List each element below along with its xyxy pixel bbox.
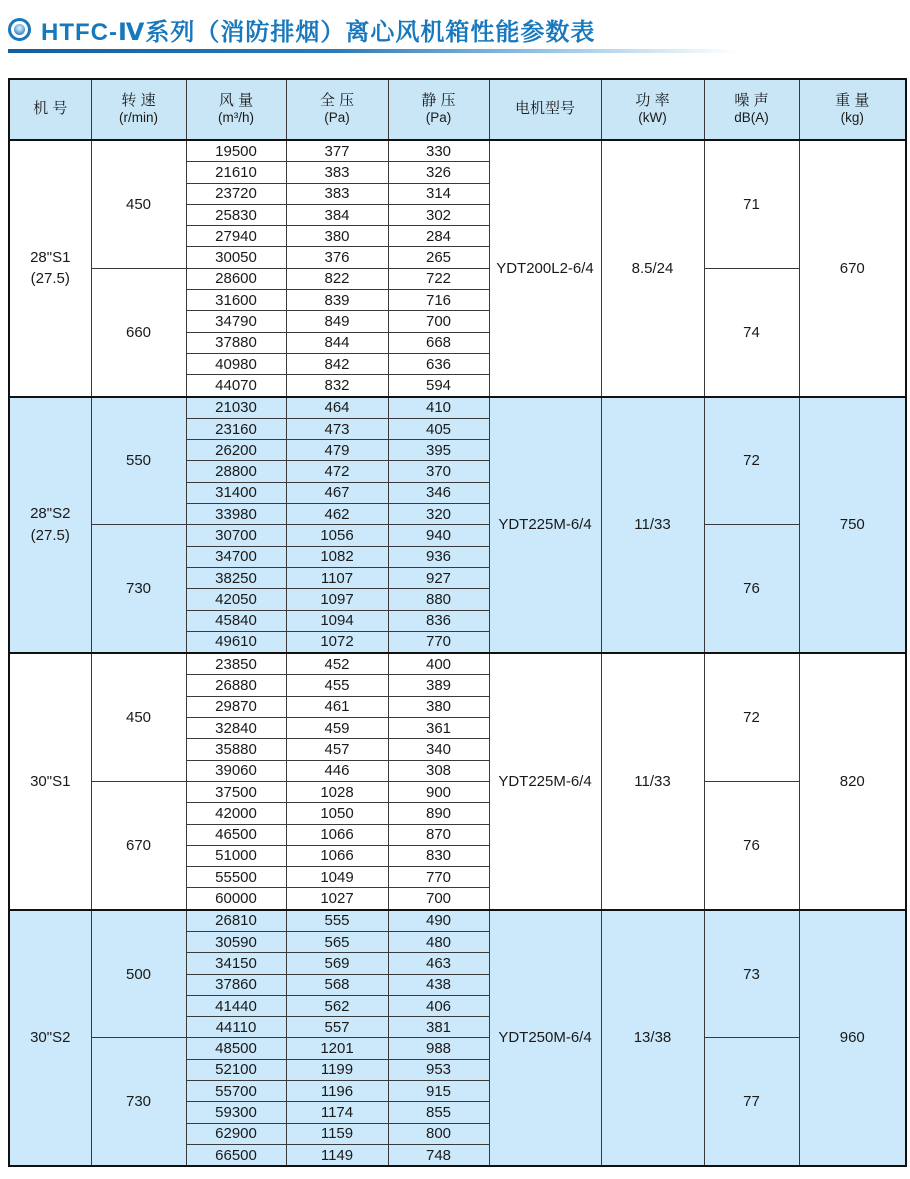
static-pressure-cell: 636: [388, 353, 489, 374]
airflow-cell: 55500: [186, 867, 286, 888]
noise-cell: 76: [704, 525, 799, 653]
static-pressure-cell: 716: [388, 290, 489, 311]
total-pressure-cell: 1082: [286, 546, 388, 567]
total-pressure-cell: 1201: [286, 1038, 388, 1059]
static-pressure-cell: 389: [388, 675, 489, 696]
airflow-cell: 42050: [186, 589, 286, 610]
data-row: [9, 781, 906, 802]
weight-cell: 960: [799, 910, 906, 1167]
static-pressure-cell: 836: [388, 610, 489, 631]
airflow-cell: 44070: [186, 375, 286, 397]
total-pressure-cell: 839: [286, 290, 388, 311]
airflow-cell: 33980: [186, 504, 286, 525]
speed-cell: 450: [91, 140, 186, 268]
page-header: [8, 12, 902, 46]
static-pressure-cell: 936: [388, 546, 489, 567]
total-pressure-cell: 1066: [286, 824, 388, 845]
noise-cell: 76: [704, 781, 799, 909]
total-pressure-cell: 562: [286, 995, 388, 1016]
total-pressure-cell: 376: [286, 247, 388, 268]
total-pressure-cell: 1028: [286, 781, 388, 802]
motor-model-cell: YDT200L2-6/4: [489, 140, 601, 397]
speed-cell: 730: [91, 1038, 186, 1166]
airflow-cell: 31400: [186, 482, 286, 503]
airflow-cell: 41440: [186, 995, 286, 1016]
static-pressure-cell: 320: [388, 504, 489, 525]
data-row: [9, 140, 906, 162]
airflow-cell: 23160: [186, 418, 286, 439]
static-pressure-cell: 380: [388, 696, 489, 717]
total-pressure-cell: 1056: [286, 525, 388, 546]
total-pressure-cell: 472: [286, 461, 388, 482]
airflow-cell: 34700: [186, 546, 286, 567]
motor-model-cell: YDT225M-6/4: [489, 397, 601, 654]
static-pressure-cell: 880: [388, 589, 489, 610]
static-pressure-cell: 400: [388, 653, 489, 675]
column-header: 全 压 (Pa): [286, 79, 388, 140]
airflow-cell: 26200: [186, 440, 286, 461]
data-row: [9, 1038, 906, 1059]
airflow-cell: 38250: [186, 567, 286, 588]
static-pressure-cell: 668: [388, 332, 489, 353]
total-pressure-cell: 565: [286, 931, 388, 952]
airflow-cell: 59300: [186, 1102, 286, 1123]
total-pressure-cell: 1199: [286, 1059, 388, 1080]
power-cell: 13/38: [601, 910, 704, 1167]
total-pressure-cell: 1149: [286, 1144, 388, 1166]
airflow-cell: 21030: [186, 397, 286, 419]
static-pressure-cell: 988: [388, 1038, 489, 1059]
static-pressure-cell: 748: [388, 1144, 489, 1166]
column-header: 功 率 (kW): [601, 79, 704, 140]
static-pressure-cell: 340: [388, 739, 489, 760]
airflow-cell: 27940: [186, 226, 286, 247]
total-pressure-cell: 446: [286, 760, 388, 781]
total-pressure-cell: 479: [286, 440, 388, 461]
weight-cell: 820: [799, 653, 906, 910]
static-pressure-cell: 265: [388, 247, 489, 268]
total-pressure-cell: 384: [286, 204, 388, 225]
static-pressure-cell: 940: [388, 525, 489, 546]
noise-cell: 73: [704, 910, 799, 1038]
static-pressure-cell: 722: [388, 268, 489, 289]
airflow-cell: 34150: [186, 953, 286, 974]
airflow-cell: 49610: [186, 631, 286, 653]
column-header: 噪 声 dB(A): [704, 79, 799, 140]
static-pressure-cell: 953: [388, 1059, 489, 1080]
static-pressure-cell: 900: [388, 781, 489, 802]
static-pressure-cell: 855: [388, 1102, 489, 1123]
machine-number-cell: 28"S1 (27.5): [9, 140, 91, 397]
static-pressure-cell: 927: [388, 567, 489, 588]
total-pressure-cell: 568: [286, 974, 388, 995]
total-pressure-cell: 377: [286, 140, 388, 162]
speed-cell: 550: [91, 397, 186, 525]
static-pressure-cell: 490: [388, 910, 489, 932]
airflow-cell: 32840: [186, 718, 286, 739]
total-pressure-cell: 849: [286, 311, 388, 332]
airflow-cell: 52100: [186, 1059, 286, 1080]
column-header: 风 量 (m³/h): [186, 79, 286, 140]
total-pressure-cell: 473: [286, 418, 388, 439]
airflow-cell: 30700: [186, 525, 286, 546]
airflow-cell: 42000: [186, 803, 286, 824]
data-row: [9, 653, 906, 675]
airflow-cell: 30050: [186, 247, 286, 268]
static-pressure-cell: 770: [388, 631, 489, 653]
total-pressure-cell: 1094: [286, 610, 388, 631]
total-pressure-cell: 1072: [286, 631, 388, 653]
total-pressure-cell: 1159: [286, 1123, 388, 1144]
static-pressure-cell: 302: [388, 204, 489, 225]
total-pressure-cell: 459: [286, 718, 388, 739]
airflow-cell: 66500: [186, 1144, 286, 1166]
airflow-cell: 26880: [186, 675, 286, 696]
airflow-cell: 23720: [186, 183, 286, 204]
airflow-cell: 60000: [186, 888, 286, 910]
static-pressure-cell: 330: [388, 140, 489, 162]
weight-cell: 750: [799, 397, 906, 654]
static-pressure-cell: 870: [388, 824, 489, 845]
total-pressure-cell: 555: [286, 910, 388, 932]
static-pressure-cell: 346: [388, 482, 489, 503]
total-pressure-cell: 1027: [286, 888, 388, 910]
speed-cell: 670: [91, 781, 186, 909]
speed-cell: 500: [91, 910, 186, 1038]
motor-model-cell: YDT250M-6/4: [489, 910, 601, 1167]
static-pressure-cell: 800: [388, 1123, 489, 1144]
noise-cell: 77: [704, 1038, 799, 1166]
static-pressure-cell: 700: [388, 311, 489, 332]
total-pressure-cell: 832: [286, 375, 388, 397]
total-pressure-cell: 461: [286, 696, 388, 717]
airflow-cell: 19500: [186, 140, 286, 162]
airflow-cell: 34790: [186, 311, 286, 332]
static-pressure-cell: 700: [388, 888, 489, 910]
power-cell: 11/33: [601, 397, 704, 654]
total-pressure-cell: 1107: [286, 567, 388, 588]
speed-cell: 660: [91, 268, 186, 396]
total-pressure-cell: 383: [286, 162, 388, 183]
airflow-cell: 28800: [186, 461, 286, 482]
static-pressure-cell: 830: [388, 845, 489, 866]
airflow-cell: 37860: [186, 974, 286, 995]
airflow-cell: 21610: [186, 162, 286, 183]
noise-cell: 74: [704, 268, 799, 396]
total-pressure-cell: 452: [286, 653, 388, 675]
static-pressure-cell: 770: [388, 867, 489, 888]
header-row: [9, 79, 906, 140]
total-pressure-cell: 1196: [286, 1081, 388, 1102]
total-pressure-cell: 467: [286, 482, 388, 503]
target-circle-icon: [8, 18, 31, 41]
airflow-cell: 29870: [186, 696, 286, 717]
total-pressure-cell: 455: [286, 675, 388, 696]
total-pressure-cell: 1066: [286, 845, 388, 866]
weight-cell: 670: [799, 140, 906, 397]
airflow-cell: 48500: [186, 1038, 286, 1059]
speed-cell: 450: [91, 653, 186, 781]
column-header: 重 量 (kg): [799, 79, 906, 140]
total-pressure-cell: 557: [286, 1017, 388, 1038]
airflow-cell: 35880: [186, 739, 286, 760]
page-title: HTFC-Ⅳ系列（消防排烟）离心风机箱性能参数表: [41, 18, 596, 46]
total-pressure-cell: 1050: [286, 803, 388, 824]
static-pressure-cell: 405: [388, 418, 489, 439]
total-pressure-cell: 844: [286, 332, 388, 353]
noise-cell: 71: [704, 140, 799, 268]
data-row: [9, 268, 906, 289]
airflow-cell: 44110: [186, 1017, 286, 1038]
airflow-cell: 26810: [186, 910, 286, 932]
airflow-cell: 45840: [186, 610, 286, 631]
static-pressure-cell: 381: [388, 1017, 489, 1038]
total-pressure-cell: 1049: [286, 867, 388, 888]
static-pressure-cell: 284: [388, 226, 489, 247]
total-pressure-cell: 464: [286, 397, 388, 419]
data-row: [9, 910, 906, 932]
column-header: 转 速 (r/min): [91, 79, 186, 140]
total-pressure-cell: 1174: [286, 1102, 388, 1123]
power-cell: 11/33: [601, 653, 704, 910]
total-pressure-cell: 1097: [286, 589, 388, 610]
static-pressure-cell: 314: [388, 183, 489, 204]
total-pressure-cell: 822: [286, 268, 388, 289]
machine-number-cell: 30"S1: [9, 653, 91, 910]
airflow-cell: 46500: [186, 824, 286, 845]
total-pressure-cell: 457: [286, 739, 388, 760]
airflow-cell: 31600: [186, 290, 286, 311]
power-cell: 8.5/24: [601, 140, 704, 397]
noise-cell: 72: [704, 653, 799, 781]
airflow-cell: 28600: [186, 268, 286, 289]
total-pressure-cell: 383: [286, 183, 388, 204]
airflow-cell: 40980: [186, 353, 286, 374]
motor-model-cell: YDT225M-6/4: [489, 653, 601, 910]
data-row: [9, 397, 906, 419]
spec-table: [8, 78, 907, 1167]
machine-number-cell: 30"S2: [9, 910, 91, 1167]
column-header: 静 压 (Pa): [388, 79, 489, 140]
airflow-cell: 23850: [186, 653, 286, 675]
static-pressure-cell: 361: [388, 718, 489, 739]
static-pressure-cell: 326: [388, 162, 489, 183]
airflow-cell: 62900: [186, 1123, 286, 1144]
data-row: [9, 525, 906, 546]
total-pressure-cell: 462: [286, 504, 388, 525]
airflow-cell: 51000: [186, 845, 286, 866]
column-header: 机 号: [9, 79, 91, 140]
speed-cell: 730: [91, 525, 186, 653]
total-pressure-cell: 569: [286, 953, 388, 974]
noise-cell: 72: [704, 397, 799, 525]
static-pressure-cell: 395: [388, 440, 489, 461]
table-header: [9, 79, 906, 140]
static-pressure-cell: 370: [388, 461, 489, 482]
airflow-cell: 37500: [186, 781, 286, 802]
static-pressure-cell: 915: [388, 1081, 489, 1102]
machine-number-cell: 28"S2 (27.5): [9, 397, 91, 654]
total-pressure-cell: 380: [286, 226, 388, 247]
static-pressure-cell: 410: [388, 397, 489, 419]
static-pressure-cell: 890: [388, 803, 489, 824]
title-underline: [8, 49, 737, 53]
airflow-cell: 55700: [186, 1081, 286, 1102]
static-pressure-cell: 406: [388, 995, 489, 1016]
static-pressure-cell: 463: [388, 953, 489, 974]
airflow-cell: 30590: [186, 931, 286, 952]
static-pressure-cell: 438: [388, 974, 489, 995]
airflow-cell: 37880: [186, 332, 286, 353]
table-body: [9, 140, 906, 1166]
static-pressure-cell: 594: [388, 375, 489, 397]
airflow-cell: 25830: [186, 204, 286, 225]
total-pressure-cell: 842: [286, 353, 388, 374]
static-pressure-cell: 308: [388, 760, 489, 781]
static-pressure-cell: 480: [388, 931, 489, 952]
column-header: 电机型号: [489, 79, 601, 140]
airflow-cell: 39060: [186, 760, 286, 781]
